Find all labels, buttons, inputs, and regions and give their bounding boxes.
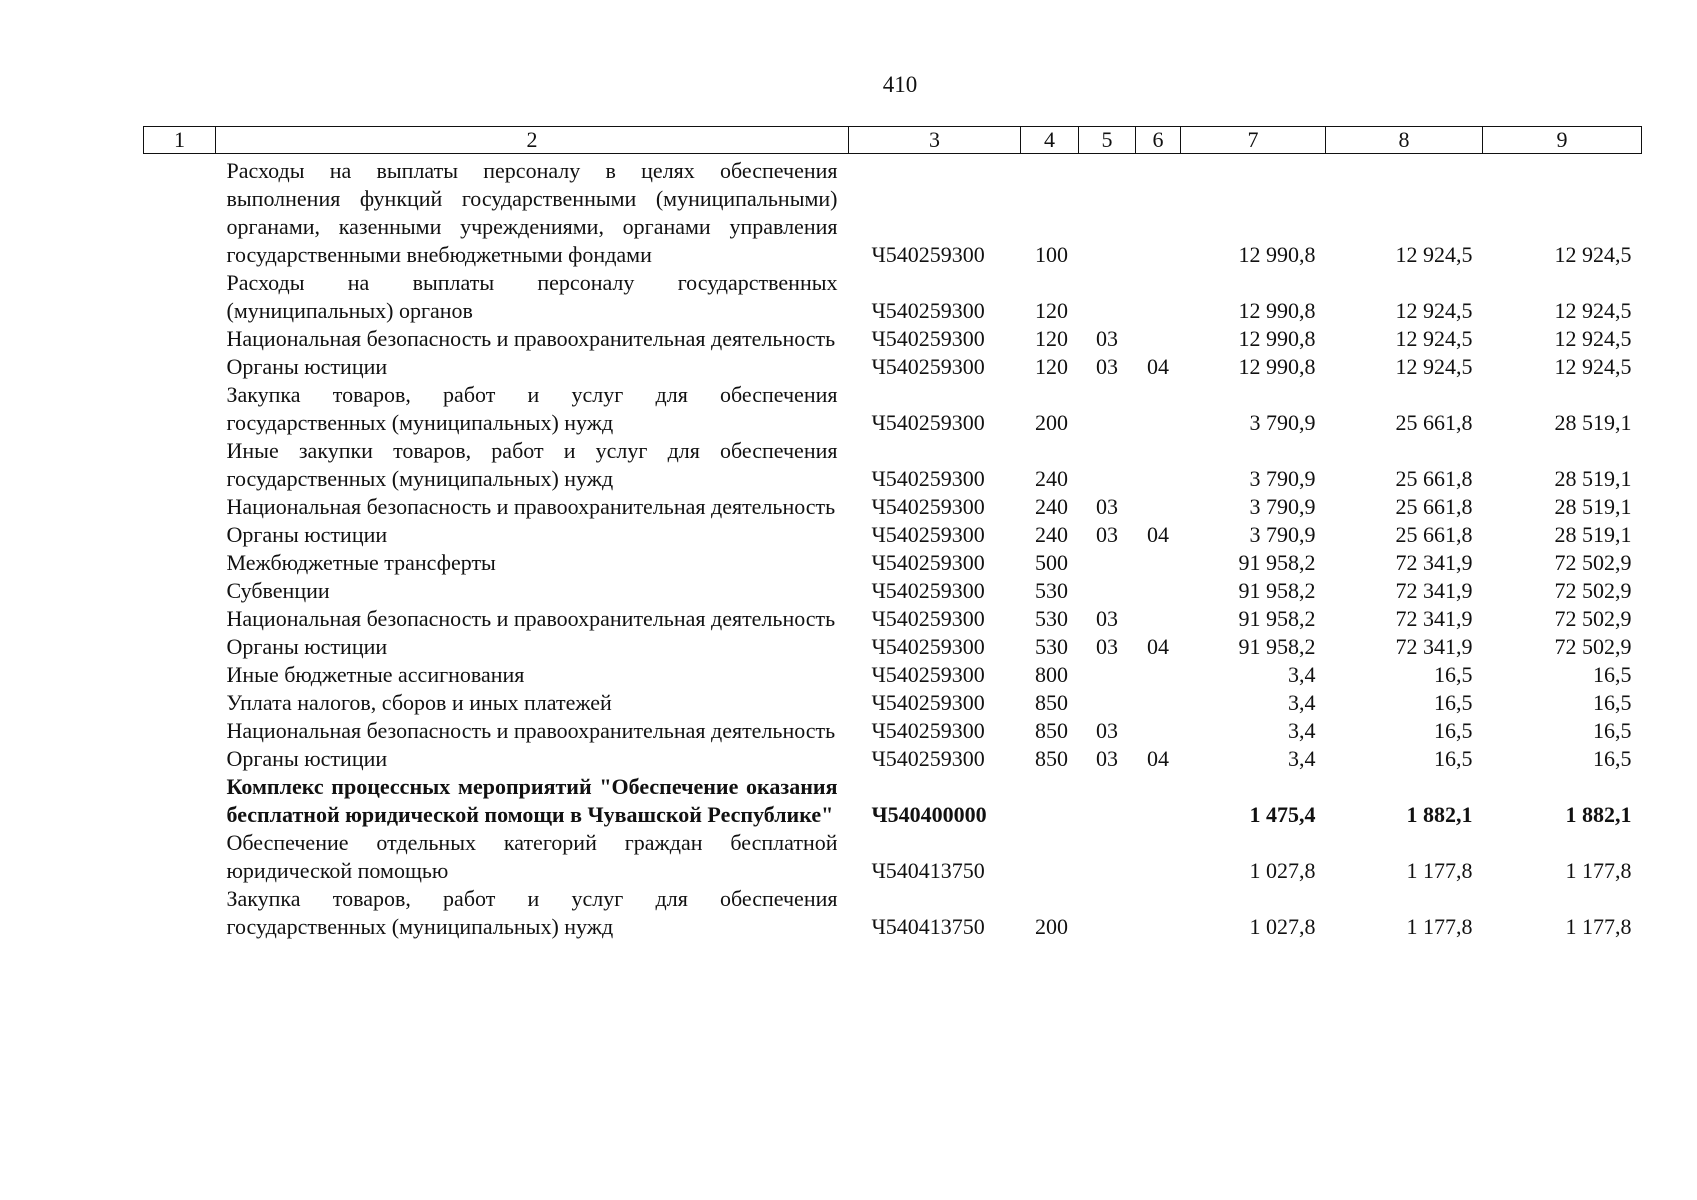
subsection-cell <box>1136 773 1181 829</box>
section-cell: 03 <box>1096 326 1118 351</box>
row-index-cell <box>144 605 216 633</box>
row-index-cell <box>144 381 216 437</box>
amount-cell-col-9: 72 502,9 <box>1554 550 1632 575</box>
amount-cell-col-8: 25 661,8 <box>1395 522 1473 547</box>
amount-cell-col-9: 28 519,1 <box>1554 494 1632 519</box>
section-cell <box>1079 661 1136 689</box>
target-code-cell: Ч540400000 <box>871 802 987 827</box>
target-code-cell: Ч540259300 <box>871 326 985 351</box>
amount-cell-col-7: 12 990,8 <box>1238 326 1316 351</box>
amount-cell-col-9: 72 502,9 <box>1554 634 1632 659</box>
amount-cell-col-8: 72 341,9 <box>1395 606 1473 631</box>
target-code-cell: Ч540259300 <box>871 606 985 631</box>
expense-name-cell: Иные закупки товаров, работ и услуг для обеспечения государственных (муниципальных) нужд <box>226 438 838 491</box>
subsection-cell <box>1136 885 1181 941</box>
target-code-cell: Ч540413750 <box>871 914 985 939</box>
expense-name-cell: Закупка товаров, работ и услуг для обеспечения государственных (муниципальных) нужд <box>226 382 838 435</box>
expense-name-cell: Национальная безопасность и правоохранительная деятельность <box>226 718 836 743</box>
amount-cell-col-7: 91 958,2 <box>1238 634 1316 659</box>
section-cell: 03 <box>1096 718 1118 743</box>
subsection-cell <box>1136 661 1181 689</box>
row-index-cell <box>144 437 216 493</box>
header-cell-4: 4 <box>1021 127 1079 154</box>
header-row <box>144 127 1642 154</box>
section-cell: 03 <box>1096 494 1118 519</box>
subsection-cell <box>1136 829 1181 885</box>
page-number: 410 <box>882 72 918 97</box>
amount-cell-col-7: 3 790,9 <box>1249 522 1316 547</box>
row-index-cell <box>144 577 216 605</box>
row-index-cell <box>144 353 216 381</box>
section-cell: 03 <box>1096 522 1118 547</box>
target-code-cell: Ч540259300 <box>871 354 985 379</box>
expense-name-cell: Расходы на выплаты персоналу государственных (муниципальных) органов <box>226 270 838 323</box>
subsection-cell <box>1136 717 1181 745</box>
target-code-cell: Ч540259300 <box>871 298 985 323</box>
expense-type-cell: 530 <box>1035 578 1068 603</box>
subsection-cell: 04 <box>1147 354 1169 379</box>
section-cell <box>1079 773 1136 829</box>
expense-type-cell: 800 <box>1035 662 1068 687</box>
amount-cell-col-9: 12 924,5 <box>1554 326 1632 351</box>
target-code-cell: Ч540413750 <box>871 858 985 883</box>
expense-name-cell: Межбюджетные трансферты <box>226 550 496 575</box>
table-row <box>144 521 1642 549</box>
amount-cell-col-7: 3,4 <box>1288 662 1316 687</box>
subsection-cell <box>1136 437 1181 493</box>
header-cell-2: 2 <box>216 127 849 154</box>
section-cell <box>1079 885 1136 941</box>
expense-type-cell: 850 <box>1035 746 1068 771</box>
expense-type-cell: 850 <box>1035 718 1068 743</box>
amount-cell-col-8: 25 661,8 <box>1395 410 1473 435</box>
amount-cell-col-8: 12 924,5 <box>1395 326 1473 351</box>
section-cell <box>1079 154 1136 270</box>
expense-type-cell: 240 <box>1035 522 1068 547</box>
table-row <box>144 829 1642 885</box>
amount-cell-col-7: 3 790,9 <box>1249 466 1316 491</box>
subsection-cell <box>1136 381 1181 437</box>
expense-type-cell: 500 <box>1035 550 1068 575</box>
amount-cell-col-8: 25 661,8 <box>1395 494 1473 519</box>
expense-type-cell: 240 <box>1035 494 1068 519</box>
target-code-cell: Ч540259300 <box>871 242 985 267</box>
expense-name-cell: Национальная безопасность и правоохранительная деятельность <box>226 326 836 351</box>
amount-cell-col-9: 28 519,1 <box>1554 466 1632 491</box>
amount-cell-col-8: 12 924,5 <box>1395 242 1473 267</box>
amount-cell-col-7: 1 027,8 <box>1249 914 1316 939</box>
table-row <box>144 325 1642 353</box>
header-cell-8: 8 <box>1326 127 1483 154</box>
row-index-cell <box>144 154 216 270</box>
subsection-cell <box>1136 689 1181 717</box>
expense-name-cell: Органы юстиции <box>226 522 388 547</box>
amount-cell-col-8: 1 177,8 <box>1406 914 1473 939</box>
section-cell <box>1079 829 1136 885</box>
section-cell <box>1079 549 1136 577</box>
amount-cell-col-9: 16,5 <box>1593 662 1632 687</box>
table-row <box>144 689 1642 717</box>
section-cell <box>1079 269 1136 325</box>
row-index-cell <box>144 689 216 717</box>
table-row <box>144 577 1642 605</box>
amount-cell-col-7: 1 027,8 <box>1249 858 1316 883</box>
expense-name-cell: Национальная безопасность и правоохранительная деятельность <box>226 606 836 631</box>
table-body <box>144 154 1642 942</box>
target-code-cell: Ч540259300 <box>871 718 985 743</box>
expense-name-cell: Органы юстиции <box>226 354 388 379</box>
expense-type-cell: 120 <box>1035 354 1068 379</box>
table-row <box>144 717 1642 745</box>
amount-cell-col-9: 16,5 <box>1593 690 1632 715</box>
amount-cell-col-8: 12 924,5 <box>1395 354 1473 379</box>
row-index-cell <box>144 493 216 521</box>
row-index-cell <box>144 549 216 577</box>
subsection-cell <box>1136 325 1181 353</box>
amount-cell-col-7: 12 990,8 <box>1238 242 1316 267</box>
amount-cell-col-9: 72 502,9 <box>1554 578 1632 603</box>
table-row <box>144 661 1642 689</box>
amount-cell-col-8: 1 177,8 <box>1406 858 1473 883</box>
subsection-cell: 04 <box>1147 634 1169 659</box>
target-code-cell: Ч540259300 <box>871 578 985 603</box>
amount-cell-col-8: 16,5 <box>1434 690 1473 715</box>
amount-cell-col-9: 28 519,1 <box>1554 522 1632 547</box>
target-code-cell: Ч540259300 <box>871 410 985 435</box>
table-row <box>144 633 1642 661</box>
subsection-cell <box>1136 577 1181 605</box>
row-index-cell <box>144 717 216 745</box>
target-code-cell: Ч540259300 <box>871 550 985 575</box>
section-cell <box>1079 689 1136 717</box>
subsection-cell <box>1136 154 1181 270</box>
table-row <box>144 437 1642 493</box>
target-code-cell: Ч540259300 <box>871 634 985 659</box>
expense-name-cell: Органы юстиции <box>226 634 388 659</box>
row-index-cell <box>144 661 216 689</box>
header-cell-3: 3 <box>849 127 1021 154</box>
header-cell-6: 6 <box>1136 127 1181 154</box>
table-row <box>144 605 1642 633</box>
expense-type-cell: 200 <box>1035 914 1068 939</box>
expense-type-cell: 530 <box>1035 634 1068 659</box>
expense-name-cell: Субвенции <box>226 578 330 603</box>
amount-cell-col-9: 12 924,5 <box>1554 354 1632 379</box>
amount-cell-col-8: 12 924,5 <box>1395 298 1473 323</box>
amount-cell-col-7: 12 990,8 <box>1238 298 1316 323</box>
expense-type-cell: 100 <box>1035 242 1068 267</box>
expense-name-cell: Иные бюджетные ассигнования <box>226 662 525 687</box>
target-code-cell: Ч540259300 <box>871 690 985 715</box>
table-row <box>144 773 1642 829</box>
amount-cell-col-8: 16,5 <box>1434 746 1473 771</box>
amount-cell-col-7: 1 475,4 <box>1249 802 1316 827</box>
table-row <box>144 745 1642 773</box>
section-cell: 03 <box>1096 606 1118 631</box>
amount-cell-col-7: 3,4 <box>1288 718 1316 743</box>
amount-cell-col-9: 12 924,5 <box>1554 242 1632 267</box>
amount-cell-col-7: 91 958,2 <box>1238 578 1316 603</box>
section-cell <box>1079 437 1136 493</box>
section-cell: 03 <box>1096 746 1118 771</box>
amount-cell-col-8: 72 341,9 <box>1395 550 1473 575</box>
amount-cell-col-7: 3,4 <box>1288 690 1316 715</box>
amount-cell-col-7: 3,4 <box>1288 746 1316 771</box>
amount-cell-col-8: 72 341,9 <box>1395 634 1473 659</box>
amount-cell-col-8: 16,5 <box>1434 718 1473 743</box>
amount-cell-col-9: 72 502,9 <box>1554 606 1632 631</box>
table-row <box>144 885 1642 941</box>
expense-name-cell: Обеспечение отдельных категорий граждан бесплатной юридической помощью <box>226 830 838 883</box>
amount-cell-col-7: 3 790,9 <box>1249 494 1316 519</box>
expense-name-cell: Закупка товаров, работ и услуг для обеспечения государственных (муниципальных) нужд <box>226 886 838 939</box>
target-code-cell: Ч540259300 <box>871 494 985 519</box>
target-code-cell: Ч540259300 <box>871 466 985 491</box>
expense-name-cell: Органы юстиции <box>226 746 388 771</box>
row-index-cell <box>144 633 216 661</box>
header-cell-9: 9 <box>1483 127 1642 154</box>
amount-cell-col-8: 1 882,1 <box>1406 802 1473 827</box>
amount-cell-col-9: 16,5 <box>1593 746 1632 771</box>
expense-name-cell: Национальная безопасность и правоохранительная деятельность <box>226 494 836 519</box>
target-code-cell: Ч540259300 <box>871 662 985 687</box>
target-code-cell: Ч540259300 <box>871 522 985 547</box>
subsection-cell: 04 <box>1147 522 1169 547</box>
amount-cell-col-8: 25 661,8 <box>1395 466 1473 491</box>
subsection-cell <box>1136 269 1181 325</box>
section-cell <box>1079 381 1136 437</box>
amount-cell-col-8: 16,5 <box>1434 662 1473 687</box>
amount-cell-col-9: 28 519,1 <box>1554 410 1632 435</box>
expense-type-cell <box>1021 829 1079 885</box>
header-cell-1: 1 <box>144 127 216 154</box>
amount-cell-col-7: 91 958,2 <box>1238 606 1316 631</box>
table-row <box>144 353 1642 381</box>
expense-type-cell: 120 <box>1035 298 1068 323</box>
amount-cell-col-7: 12 990,8 <box>1238 354 1316 379</box>
expense-type-cell: 530 <box>1035 606 1068 631</box>
amount-cell-col-7: 3 790,9 <box>1249 410 1316 435</box>
table-row <box>144 493 1642 521</box>
amount-cell-col-9: 1 882,1 <box>1565 802 1632 827</box>
table-row <box>144 549 1642 577</box>
expense-name-cell: Уплата налогов, сборов и иных платежей <box>226 690 612 715</box>
expense-name-cell: Комплекс процессных мероприятий "Обеспечение оказания бесплатной юридической помощи в Чувашской Республике" <box>226 774 838 827</box>
budget-table <box>143 126 1642 941</box>
subsection-cell: 04 <box>1147 746 1169 771</box>
row-index-cell <box>144 745 216 773</box>
subsection-cell <box>1136 493 1181 521</box>
subsection-cell <box>1136 605 1181 633</box>
table-row <box>144 154 1642 270</box>
expense-type-cell: 850 <box>1035 690 1068 715</box>
table-row <box>144 381 1642 437</box>
expense-name-cell: Расходы на выплаты персоналу в целях обеспечения выполнения функций государственными (муниципальными) органами, казенными учреждениями, органами управления государственными внебюджетными фондами <box>226 158 838 267</box>
row-index-cell <box>144 325 216 353</box>
section-cell <box>1079 577 1136 605</box>
section-cell: 03 <box>1096 634 1118 659</box>
header-cell-7: 7 <box>1181 127 1326 154</box>
row-index-cell <box>144 773 216 829</box>
expense-type-cell: 200 <box>1035 410 1068 435</box>
table-row <box>144 269 1642 325</box>
row-index-cell <box>144 269 216 325</box>
row-index-cell <box>144 829 216 885</box>
row-index-cell <box>144 885 216 941</box>
amount-cell-col-8: 72 341,9 <box>1395 578 1473 603</box>
expense-type-cell <box>1021 773 1079 829</box>
expense-type-cell: 120 <box>1035 326 1068 351</box>
amount-cell-col-9: 12 924,5 <box>1554 298 1632 323</box>
subsection-cell <box>1136 549 1181 577</box>
target-code-cell: Ч540259300 <box>871 746 985 771</box>
amount-cell-col-9: 16,5 <box>1593 718 1632 743</box>
amount-cell-col-9: 1 177,8 <box>1565 858 1632 883</box>
expense-type-cell: 240 <box>1035 466 1068 491</box>
section-cell: 03 <box>1096 354 1118 379</box>
header-cell-5: 5 <box>1079 127 1136 154</box>
amount-cell-col-9: 1 177,8 <box>1565 914 1632 939</box>
amount-cell-col-7: 91 958,2 <box>1238 550 1316 575</box>
row-index-cell <box>144 521 216 549</box>
